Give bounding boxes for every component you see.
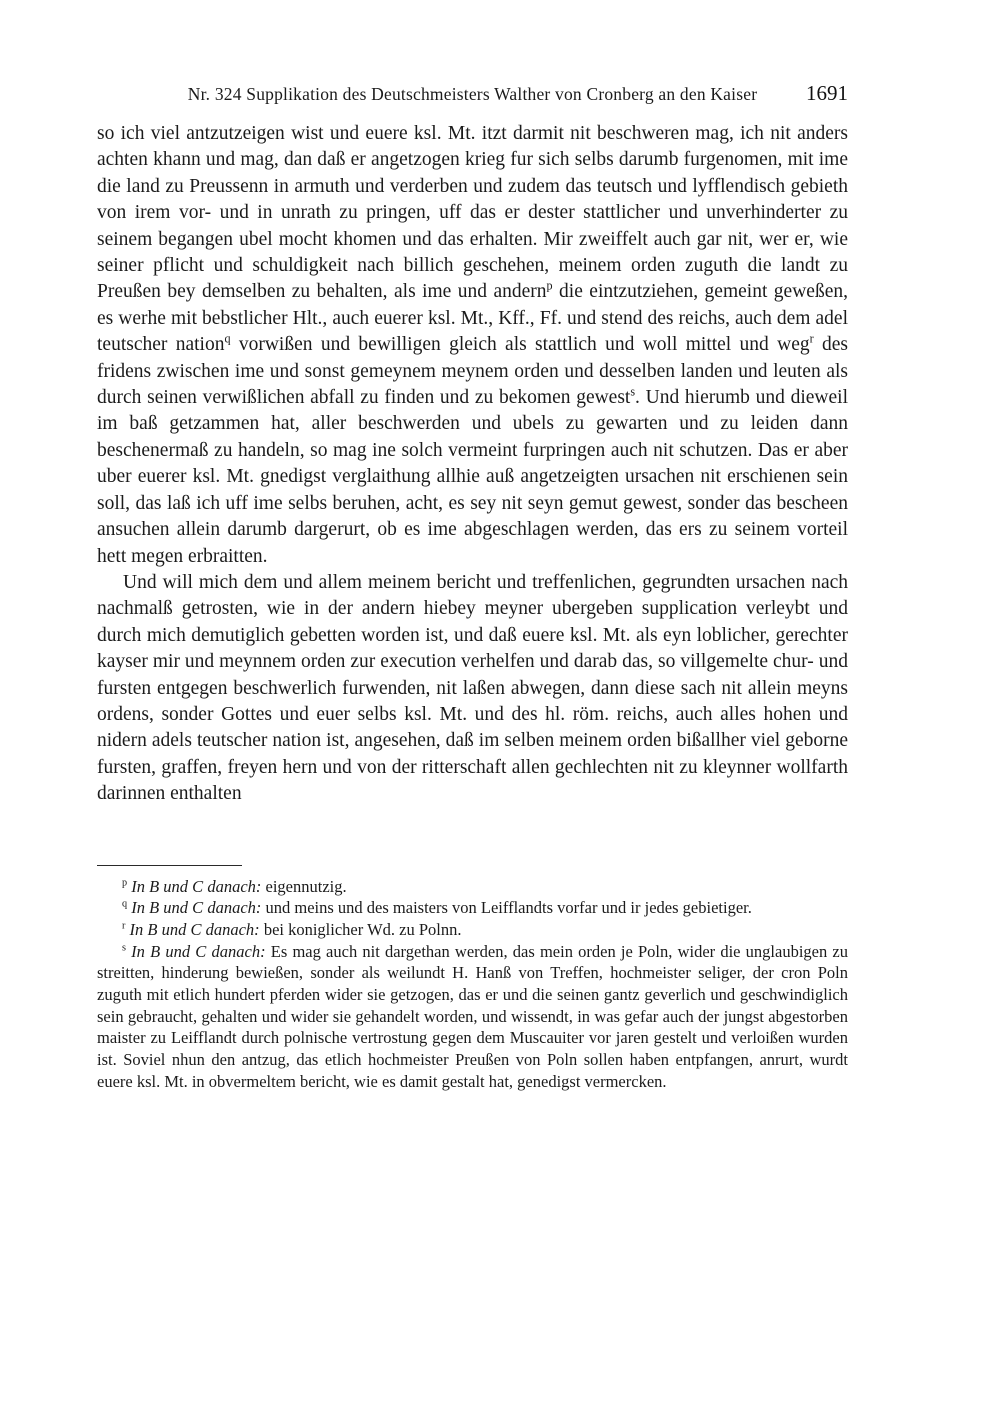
footnote-s [97, 941, 848, 1093]
paragraph-2: Und will mich dem und allem meinem bericht und treffenlichen, gegrundten ursachen nach nachmalß getrosten, wie in der andern hiebey meyner ubergeben supplication verleybt und durch mich demutiglich gebetten worden ist, und daß euere ksl. Mt. als eyn loblicher, gerechter kayser mir und meynnem orden zur execution verhelfen und darab das, so villgemelte chur- und fursten entgegen beschwerlich furwenden, nit laßen abwegen, dann diese sach nit allein meyns ordens, sonder Gottes und euer selbs ksl. Mt. und des hl. röm. reichs, auch alles hohen und nidern adels teutscher nation ist, angesehen, daß im selben meinem orden bißallher viel geborne fursten, graffen, freyen hern und von der ritterschaft allen gechlechten nit zu kleynner wollfarth darinnen enthalten [97, 571, 848, 805]
footnote-marker-s: s [122, 942, 126, 954]
footnote-q-text: und meins und des maisters von Leifflandts vorfar und ir jedes gebietiger. [265, 898, 752, 918]
page-header [97, 82, 848, 108]
footnote-p-text: eigennutzig. [265, 876, 347, 896]
footnote-r-source-label: In B und C danach: [129, 919, 260, 939]
footnote-ref-s: s [630, 384, 636, 399]
footnote-ref-p: p [546, 278, 553, 293]
page-number: 1691 [806, 81, 848, 105]
paragraph-1-seg-2: vorwißen und bewilligen gleich als stattlich und woll mittel und weg [230, 334, 810, 356]
footnote-q-source-label: In B und C danach: [131, 898, 262, 918]
paragraph-1-seg-4: . Und hierumb und dieweil im baß getzammen hat, aller beschwerden und ubels zu gewarten und zu leiden dann beschenermaß zu handeln, so mag ine solch vermeint furpringen auch nit schutzen. Das er aber uber euerer ksl. Mt. gnedigst verglaithung allhie auß angetzeigten ursachen nit erschienen sein soll, das laß ich uff ime selbs beruhen, acht, es sey nit seyn gemut gewest, sonder das bescheen ansuchen allein darumb dargerurt, ob es ime abgeschlagen werden, das ers zu seinem vorteil hett megen erbraitten. [97, 387, 848, 567]
paragraph-1-seg-3: des fridens zwischen ime und sonst gemeynem meynem orden und desselben landen und leuten als durch seinen verwißlichen abfall zu finden und zu bekomen gewest [97, 334, 849, 409]
paragraph-1-seg-0: so ich viel antzutzeigen wist und euere ksl. Mt. itzt darmit nit beschweren mag, ich nit anders achten khann und mag, dan daß er angetzogen krieg fur sich selbs darumb furgenomen, mit ime die land zu Preussenn in armuth und verderben und zudem das teutsch und lyfflendisch gebieth von irem vor- und in unrath zu pringen, uff das er dester stattlicher und unverhinderter zu seinem begangen ubel mocht khomen und das erhalten. Mir zweiffelt auch gar nit, wer er, wie seiner pflicht und schuldigkeit nach billich geschehen, meinem orden zuguth die landt zu Preußen bey demselben zu behalten, als ime und andern [97, 123, 848, 303]
footnote-r-text: bei koniglicher Wd. zu Polnn. [263, 919, 462, 939]
main-text [97, 121, 848, 808]
footnote-r [97, 919, 848, 941]
footnote-p-source-label: In B und C danach: [131, 876, 262, 896]
running-header: Nr. 324 Supplikation des Deutschmeisters Walther von Cronberg an den Kaiser [187, 84, 758, 104]
footnote-marker-p: p [122, 877, 128, 889]
paragraph-1 [97, 121, 848, 570]
footnote-ref-q: q [224, 331, 231, 346]
paragraph-1-seg-1: die eintzutziehen, gemeint geweßen, es werhe mit bebstlicher Hlt., auch euerer ksl. Mt., Kff., Ff. und stend des reichs, auch dem adel teutscher nation [97, 281, 848, 356]
footnote-q [97, 897, 848, 919]
footnote-marker-r: r [122, 920, 126, 932]
footnote-p [97, 876, 848, 898]
footnotes-section [97, 865, 848, 1093]
footnote-s-source-label: In B und C danach: [131, 941, 266, 961]
footnote-marker-q: q [122, 898, 128, 910]
footnote-separator-rule [97, 865, 242, 866]
footnote-s-text: Es mag auch nit dargethan werden, das mein orden je Poln, wider die unglaubigen zu streitten, hinderung bewießen, sonder als weilundt H. Hanß von Treffen, hochmeister seliger, der cron Poln zuguth mit etlich hundert pferden wider sie getzogen, das er und die seinen gantz geverlich und geschwindiglich sein gebraucht, gehalten und wider sie gehandelt worden, und wissendt, in was gefar auch der jungst abgestorben maister zu Leifflandt durch polnische vertrostung gegen dem Muscauiter vor jaren gestelt und verloißen wurden ist. Soviel nhun den antzug, das etlich hochmeister Preußen von Poln sollen haben entpfangen, anrurt, wurdt euere ksl. Mt. in obvermeltem bericht, wie es damit gestalt hat, genedigst vermercken. [97, 941, 848, 1091]
footnote-ref-r: r [809, 331, 814, 346]
